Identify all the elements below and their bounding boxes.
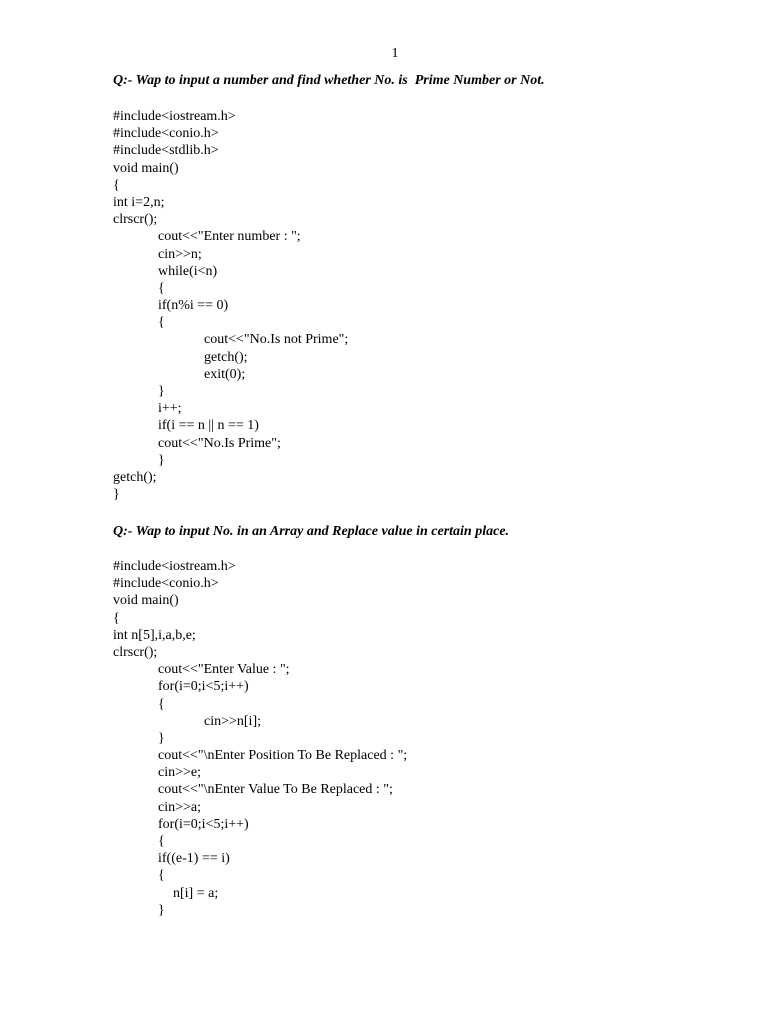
question-heading-array: Q:- Wap to input No. in an Array and Replace value in certain place. — [113, 524, 510, 539]
code-line: { — [113, 610, 120, 626]
code-line: int n[5],i,a,b,e; — [113, 627, 196, 643]
code-line: #include<iostream.h> — [113, 559, 236, 574]
code-line: while(i<n) — [158, 263, 218, 279]
code-line: cout<<"Enter number : "; — [158, 229, 301, 245]
code-line: cout<<"No.Is not Prime"; — [204, 332, 349, 348]
code-line: if(i == n || n == 1) — [158, 418, 259, 434]
code-block-prime — [113, 108, 348, 503]
code-line: { — [113, 177, 120, 193]
code-line: #include<conio.h> — [113, 576, 219, 592]
code-line: #include<stdlib.h> — [113, 143, 219, 159]
code-line: for(i=0;i<5;i++) — [158, 679, 249, 695]
code-line: if(n%i == 0) — [158, 298, 229, 314]
code-line: cin>>n[i]; — [204, 713, 261, 729]
code-line: } — [158, 902, 165, 918]
code-line: n[i] = a; — [173, 885, 219, 901]
code-line: } — [158, 452, 165, 468]
code-line: } — [158, 384, 165, 399]
code-line: clrscr(); — [113, 644, 158, 660]
code-line: cout<<"Enter Value : "; — [158, 662, 290, 678]
code-block-array — [113, 558, 407, 919]
code-line: } — [158, 730, 165, 746]
code-line: { — [158, 315, 165, 331]
code-line: void main() — [113, 593, 179, 609]
code-line: { — [158, 868, 165, 884]
code-line: getch(); — [204, 349, 248, 365]
code-line: cout<<"\nEnter Position To Be Replaced : "; — [158, 748, 408, 764]
code-line: { — [158, 696, 165, 712]
code-line: #include<iostream.h> — [113, 109, 236, 124]
code-line: clrscr(); — [113, 212, 158, 228]
code-line: } — [113, 487, 120, 503]
code-line: #include<conio.h> — [113, 126, 219, 142]
code-line: { — [158, 834, 165, 849]
code-line: getch(); — [113, 469, 157, 485]
question-heading-prime: Q:- Wap to input a number and find whether No. is Prime Number or Not. — [113, 73, 545, 88]
code-line: exit(0); — [204, 366, 246, 382]
page-number: 1 — [391, 46, 399, 61]
code-line: cin>>n; — [158, 246, 202, 262]
code-line: cin>>a; — [158, 799, 201, 815]
code-line: i++; — [158, 401, 182, 417]
code-line: cin>>e; — [158, 765, 201, 781]
code-line: void main() — [113, 160, 179, 176]
code-line: int i=2,n; — [113, 194, 165, 210]
code-line: cout<<"\nEnter Value To Be Replaced : "; — [158, 782, 393, 798]
code-line: if((e-1) == i) — [158, 851, 230, 867]
code-line: { — [158, 280, 165, 296]
code-line: for(i=0;i<5;i++) — [158, 816, 249, 832]
code-line: cout<<"No.Is Prime"; — [158, 435, 281, 451]
